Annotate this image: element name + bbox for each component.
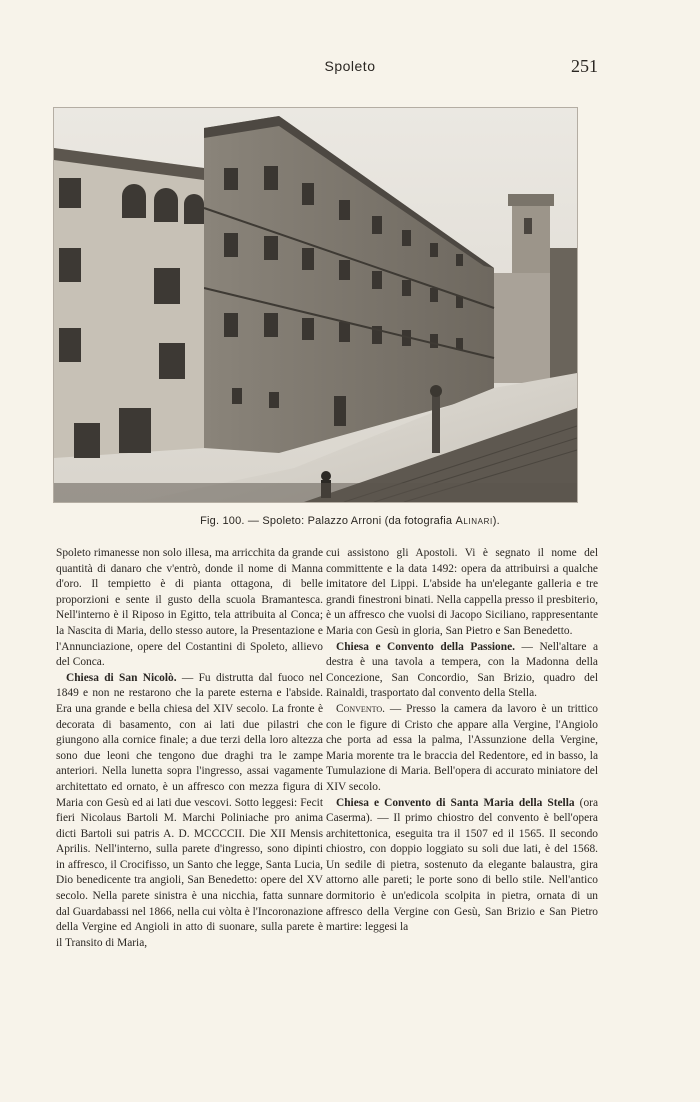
page-header (0, 58, 700, 84)
text-passione: — Nell'altare a destra è una tavola a tempera, con la Madonna della Concezione, San Concordio, San Brizio, quadro del Rainaldi, trasportato dal convento della Stella. (326, 640, 598, 700)
right-column (326, 546, 598, 936)
paragraph-stella (326, 796, 598, 936)
paragraph-san-nicolo (56, 671, 323, 952)
text-convento: — Presso la camera da lavoro è un trittico con le figure di Cristo che appare alla Vergine, l'Angiolo che porta ad essa la palma, l'Assunzione della Vergine, Maria morente tra le braccia del Redentore, ed in basso, la Tumulazione di Maria. Bell'opera di accurato miniatore del XIV secolo. (326, 702, 598, 793)
paragraph-abside: cui assistono gli Apostoli. Vi è segnato il nome del committente e la data 1492: opera da attribuirsi a qualche imitatore del Lippi. L'abside ha un'elegante galleria e tre grandi finestroni binati. Nella cappella presso il presbiterio, è un affresco che vuolsi di Jacopo Siciliano, rappresentante Maria con Gesù in gloria, San Pietro e San Benedetto. (326, 547, 598, 637)
paragraph-convento (326, 702, 598, 796)
caption-end: ). (492, 515, 500, 527)
heading-convento: Convento. (336, 702, 385, 715)
engraving-illustration (54, 108, 577, 502)
caption-text: Fig. 100. — Spoleto: Palazzo Arroni (da fotografia (200, 515, 456, 527)
left-column (56, 546, 323, 951)
heading-passione: Chiesa e Convento della Passione. (336, 640, 515, 653)
page-number: 251 (571, 56, 598, 76)
figure-caption (0, 515, 700, 527)
text-san-nicolo: — Fu distrutta dal fuoco nel 1849 e non ne restarono che la parete esterna e l'abside. Era una grande e bella chiesa del XIV secolo. La fronte è decorata di basamento, con ai lati due pilastri che giungono alla cornice finale; a due terzi della loro altezza sono due leoni che tengono due draghi tra le zampe anteriori. Nella lunetta sopra l'ingresso, assai vagamente architettato ed ornato, è un affresco con mezza figura di Maria con Gesù ed ai lati due vescovi. Sotto leggesi: Fecit fieri Nicolaus Bartoli M. Marchi Poliniache pro anima dicti Bartoli sui patris A. D. MCCCCII. Die XII Mensis Aprilis. Nell'interno, sulla parete d'ingresso, sono dipinti in affresco, il Crocifisso, un Santo che legge, Santa Lucia, Dio benedicente tra angioli, San Benedetto: opere del XV secolo. Nella parete sinistra è una nicchia, fatta sunnare dal Guardabassi nel 1866, nella cui vòlta è l'Incoronazione della Vergine ed Angioli in atto di suonare, sulla parete è il Transito di Maria, (56, 671, 323, 949)
text-stella: (ora Caserma). — Il primo chiostro del convento è bell'opera architettonica, eseguita tra il 1507 ed il 1565. Il secondo chiostro, con doppio loggiato su soli due lati, è del 1568. Un sedile di pietra, sostenuto da elegante balaustra, gira attorno alle pareti; le porte sono di bello stile. Nell'antico dormitorio è un'edicola scolpita in pietra, ornata di un affresco della Vergine con Gesù, San Brizio e San Pietro martire: leggesi la (326, 796, 598, 934)
running-title: Spoleto (324, 58, 376, 74)
paragraph-tempietto: Spoleto rimanesse non solo illesa, ma arricchita da grande quantità di danaro che v'entrò, donde il nome di Manna d'oro. Il tempietto è di pianta ottagona, di belle proporzioni e sente il gusto della scuola Bramantesca. Nell'interno è il Riposo in Egitto, tela attribuita al Conca; la Nascita di Maria, dello stesso autore, la Presentazione e l'Annunciazione, opere del Costantini di Spoleto, allievo del Conca. (56, 547, 323, 669)
caption-credit: Alinari (455, 515, 493, 527)
photo-palazzo-arroni (54, 108, 577, 502)
heading-san-nicolo: Chiesa di San Nicolò. (66, 671, 177, 684)
heading-stella: Chiesa e Convento di Santa Maria della Stella (336, 796, 575, 809)
paragraph-passione (326, 640, 598, 702)
